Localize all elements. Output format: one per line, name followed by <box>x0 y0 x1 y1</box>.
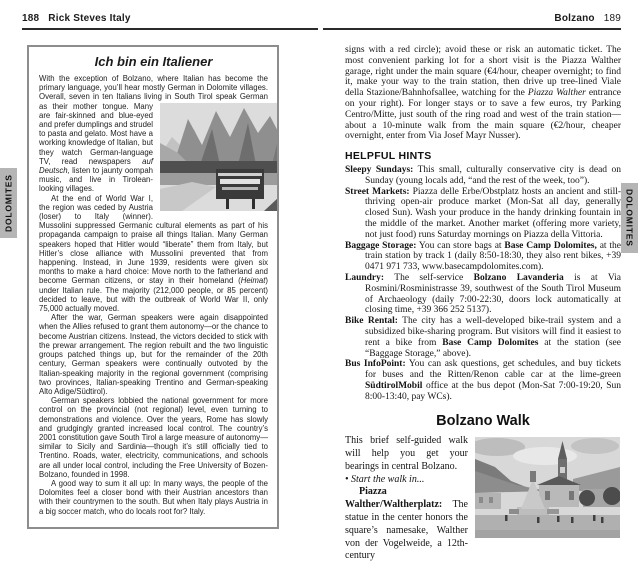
right-running-head <box>554 13 621 24</box>
helpful-hints-heading: HELPFUL HINTS <box>345 150 432 163</box>
right-page-number: 189 <box>603 13 621 24</box>
hint-label: Street Markets: <box>345 186 410 197</box>
sidebar-paragraph: After the war, German speakers were again disappointed when the Allies refused to grant them autonomy—or the chance to become Austrian citizens. Instead, the victors decided to stick with the prewar arrangement. The region rebuilt and the two linguistic groups patched things up, but for the remainder of the 20th century, German speakers were continually outvoted by the Italian-speaking majority in the regional government (comprising two provinces, Italian-speaking Trentino and German-speaking Alto Adige/Südtirol). <box>39 313 268 396</box>
right-page <box>320 0 640 568</box>
hint-item: Baggage Storage: You can store bags at Base Camp Dolomites, at the train station by track 1 (daily 8:50-18:30, they also rent bikes, +39 0471 971 733, www.basecampdolomites.com). <box>345 240 621 273</box>
hint-label: Baggage Storage: <box>345 240 417 251</box>
hint-label: Sleepy Sundays: <box>345 164 414 175</box>
piazza-walther-photo-graphic <box>475 437 620 538</box>
right-dolomites-tab: DOLOMITES <box>621 183 638 253</box>
hint-item: Bike Rental: The city has a well-developed bike-trail system and a subsidized bike-sharing program. But visitors will find it easiest to rent a bike from Base Camp Dolomites at the station (see “Baggage Storage,” above). <box>345 316 621 359</box>
sidebar-box-body <box>39 74 268 516</box>
walk-paragraph: Piazza Walther/Waltherplatz: The statue in the center honors the square’s namesake, Walther von der Vogelweide, a 12th-century <box>345 486 468 562</box>
walk-cue: • Start the walk in... <box>345 473 425 485</box>
left-page-number: 188 <box>22 13 40 24</box>
bolzano-walk-heading: Bolzano Walk <box>436 412 530 429</box>
left-header-rule <box>22 28 318 30</box>
walk-intro: This brief self-guided walk will help you get your bearings in central Bolzano. <box>345 435 468 472</box>
sidebar-box-title: Ich bin ein Italiener <box>94 54 213 69</box>
hint-item: Sleepy Sundays: This small, culturally conservative city is dead on Sunday (young locals add, “and the rest of the week, too”). <box>345 164 621 186</box>
sidebar-paragraph-text: With the exception of Bolzano, where Italian has become the primary language, you’ll hear mostly German in Dolomite villages. Overall, seven in ten Italians living in South Tirol speak <box>39 74 268 102</box>
sidebar-paragraph <box>39 74 268 194</box>
sidebar-box <box>27 45 279 529</box>
hint-item: Street Markets: Piazza delle Erbe/Obstplatz hosts an ancient and still-thriving open-air produce market (Mon-Sat all day, generally closed Sun). Wash your produce in the handy drinking fountain in the middle of the market. Another market (offering more variety, not just food) runs Saturday mornings on Piazza della Vittoria. <box>345 186 622 240</box>
left-header-title: Rick Steves Italy <box>48 13 131 24</box>
right-page-body <box>345 45 621 563</box>
helpful-hints-list <box>345 165 621 403</box>
hint-label: Laundry: <box>345 272 385 283</box>
dolomites-photo <box>160 103 279 211</box>
sidebar-paragraph: German speakers lobbied the national government for more control on the provincial (not regional) level, even turning to demonstrations and violence. Over the years, Rome has slowly and grudgingly granted increased local control. The country’s 2001 constitution gave South Tirol a large measure of autonomy—similar to Sicily and Sardinia—though it’s still officially tied to Trentino. Roads, water, electricity, communications, and schools are all under local control, including the Free University of Bozen-Bolzano, founded in 1998. <box>39 396 268 479</box>
sidebar-paragraph-text: German as their mother tongue. Many are fair-skinned and blue-eyed and prefer dumplings and strudel to pasta and gelato. Most have a working knowledge of Italian, but they watch German-language TV, read newspapers auf Deutsch, listen to jaunty oompah music, and live in Tirolean-looking villages. <box>39 92 268 194</box>
right-header-title: Bolzano <box>554 13 595 24</box>
sidebar-paragraph: A good way to sum it all up: In many ways, the people of the Dolomites feel a closer bond with their Austrian ancestors than with their countrymen to the south. But when Italy plays Austria in a big soccer match, who do locals root for? Italy. <box>39 478 268 516</box>
dolomites-photo-graphic <box>160 103 279 211</box>
hint-item: Bus InfoPoint: You can ask questions, get schedules, and buy tickets for buses and the Ritten/Renon cable car at the lime-green SüdtirolMobil office at the bus depot (Mon-Sat 7:00-19:20, Sun 8:00-13:40, pay WCs). <box>345 359 622 402</box>
piazza-walther-photo <box>475 437 620 538</box>
hint-label: Bike Rental: <box>345 316 398 327</box>
left-dolomites-tab: DOLOMITES <box>0 168 17 238</box>
sidebar-paragraph: At the end of World War I, the region was ceded by Austria (loser) to Italy (winner). Mussolini suppressed Germanic cultural elements as part of his propaganda campaign to praise all things Italian. Many German speakers hoped that Hitler would “liberate” them from Italy, but Hitler’s close alliance with Mussolini prevented that from happening. Instead, in June 1939, residents were given six months to make a hard choice: Move north to the fatherland and become German citizens, or stay in their homeland (Heimat) under Italian rule. The majority (212,000 people, or 85 percent) decided to leave, but with the outbreak of World War II, only 75,000 actually moved. <box>39 193 268 314</box>
left-running-head <box>22 13 131 24</box>
hint-item: Laundry: The self-service Bolzano Lavanderia is at Via Rosmini/Rosministrasse 39, southwest of the South Tirol Museum of Archaeology (daily 7:00-22:30, doors lock automatically at closing time, +39 366 252 5137). <box>345 272 622 316</box>
parking-paragraph: signs with a red circle); avoid these or risk an automatic ticket. The most convenient parking lot for a short visit is the Piazza Walther garage, right under the main square (€4/hour, cheaper overnight; to find it, make your way to the train station, then drive up tree-lined Viale della Stazione/Bahnhofsallee, watching for the Piazza Walther entrance on your right). For longer stays or to save a few euros, try Parking Centro/Mitte, just south of the ring road and west of the train station—about a 10-minute walk from the main square (€2/hour, cheaper overnight, enter from Via Josef Mayr Nusser). <box>345 45 621 142</box>
walk-section <box>345 435 621 563</box>
hint-label: Bus InfoPoint: <box>345 359 406 370</box>
right-header-rule <box>323 28 621 30</box>
